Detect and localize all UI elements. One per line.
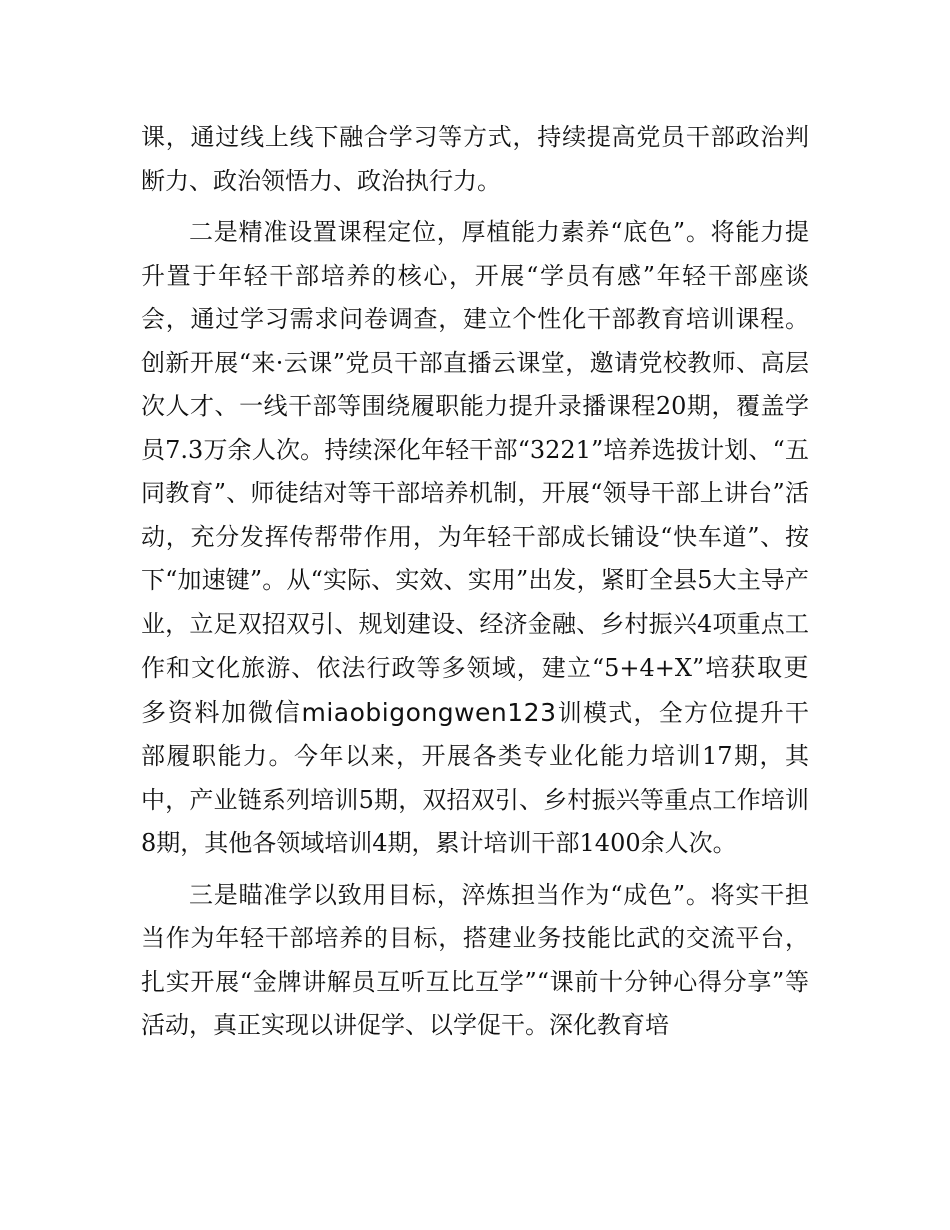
watermark-text-line2: miaobigongwen123 (301, 697, 557, 727)
paragraph-1: 课，通过线上线下融合学习等方式，持续提高党员干部政治判断力、政治领悟力、政治执行力。 (141, 123, 809, 195)
watermark-text-line1: 获取更多资料加微信 (141, 653, 809, 727)
paragraph-2 (141, 211, 809, 866)
document-body (141, 116, 809, 1048)
paragraph-3: 三是瞄准学以致用目标，淬炼担当作为“成色”。将实干担当作为年轻干部培养的目标，搭建业务技能比武的交流平台，扎实开展“金牌讲解员互听互比互学”“课前十分钟心得分享”等活动，真正实现以讲促学、以学促干。深化教育培 (141, 880, 809, 1039)
paragraph-2-text-before: 二是精准设置课程定位，厚植能力素养“底色”。将能力提升置于年轻干部培养的核心，开展“学员有感”年轻干部座谈会，通过学习需求问卷调查，建立个性化干部教育培训课程。创新开展“来·云课”党员干部直播云课堂，邀请党校教师、高层次人才、一线干部等围绕履职能力提升录播课程20期，覆盖学员7.3万余人次。持续深化年轻干部“3221”培养选拔计划、“五同教育”、师徒结对等干部培养机制，开展“领导干部上讲台”活动，充分发挥传帮带作用，为年轻干部成长铺设“快车道”、按下“加速键”。从“实际、实效、实用”出发，紧盯全县5大主导产业，立足双招双引、规划建设、经济金融、乡村振兴4项重点工作和文化旅游、依法行政等多领域，建立“5+4+X”培 (141, 218, 809, 682)
paragraph-2-text-after: 训模式，全方位提升干部履职能力。今年以来，开展各类专业化能力培训17期，其中，产业链系列培训5期，双招双引、乡村振兴等重点工作培训8期，其他各领域培训4期，累计培训干部1400余人次。 (141, 698, 809, 857)
